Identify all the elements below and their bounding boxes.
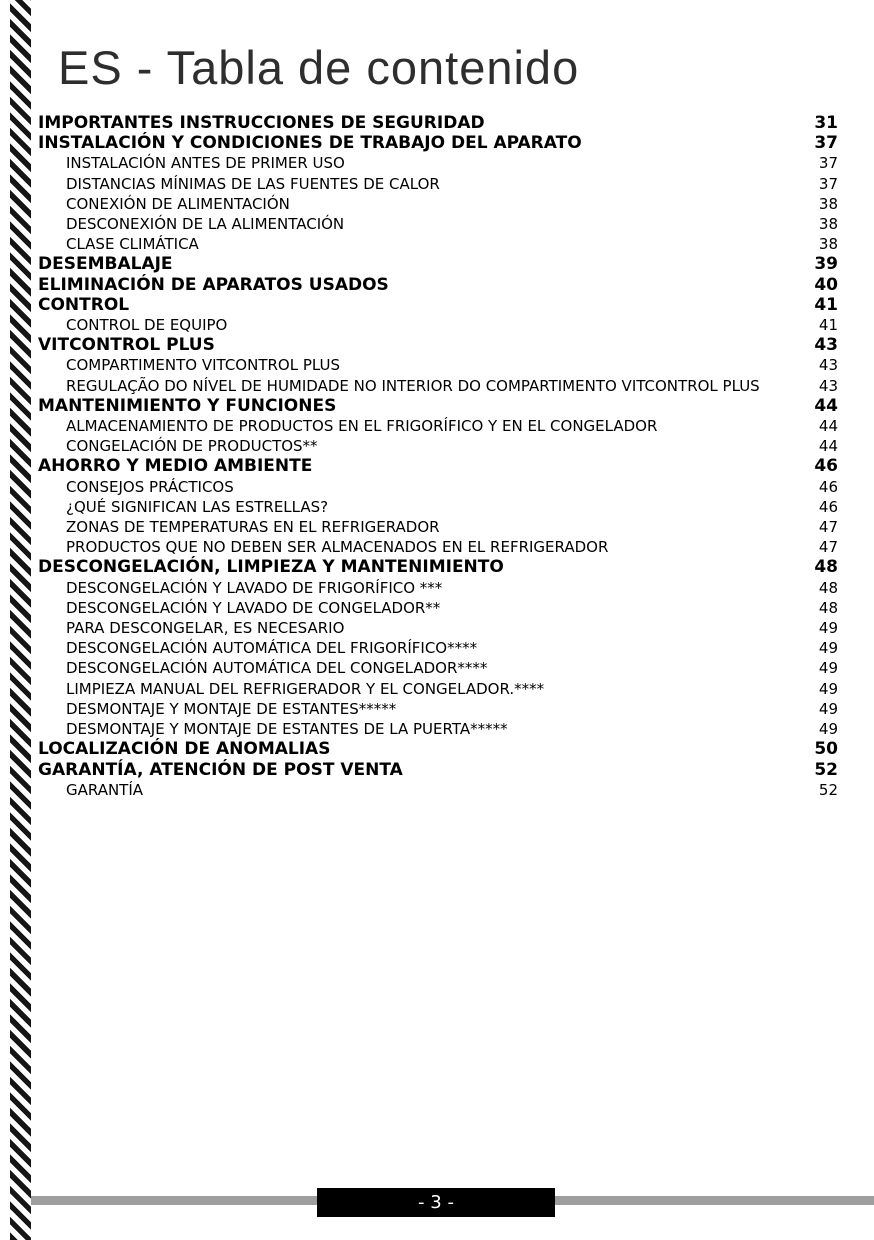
toc-entry-label: CONGELACIÓN DE PRODUCTOS**: [66, 437, 318, 456]
toc-entry-label: DESMONTAJE Y MONTAJE DE ESTANTES*****: [66, 699, 397, 718]
toc-entry-label: DISTANCIAS MÍNIMAS DE LAS FUENTES DE CALOR: [66, 174, 440, 193]
toc-entry: [38, 416, 838, 436]
toc-entry-label: VITCONTROL PLUS: [38, 335, 215, 356]
toc-entry-label: COMPARTIMENTO VITCONTROL PLUS: [66, 356, 341, 375]
toc-entry: [38, 315, 838, 335]
toc-entry: [38, 153, 838, 173]
toc-entry-page: 52: [818, 780, 838, 799]
toc-entry: [38, 658, 838, 678]
toc-entry-label: ¿QUÉ SIGNIFICAN LAS ESTRELLAS?: [66, 497, 329, 516]
toc-entry-label: CONTROL DE EQUIPO: [66, 316, 228, 335]
toc-entry-page: 49: [818, 639, 838, 658]
toc-entry-label: INSTALACIÓN Y CONDICIONES DE TRABAJO DEL APARATO: [38, 133, 582, 154]
toc-entry-label: PRODUCTOS QUE NO DEBEN SER ALMACENADOS EN EL REFRIGERADOR: [66, 538, 609, 557]
toc-entry-page: 50: [814, 739, 838, 760]
toc-entry: [38, 497, 838, 517]
toc-entry: [38, 133, 838, 153]
toc-entry: [38, 194, 838, 214]
toc-entry-page: 46: [818, 497, 838, 516]
toc-entry-page: 44: [818, 417, 838, 436]
page-number-badge: [317, 1188, 555, 1217]
toc-entry-page: 39: [814, 254, 838, 275]
toc-entry: [38, 739, 838, 759]
toc-entry-label: ELIMINACIÓN DE APARATOS USADOS: [38, 274, 389, 295]
toc-entry: [38, 557, 838, 577]
toc-entry-label: LOCALIZACIÓN DE ANOMALIAS: [38, 739, 331, 760]
page-number: - 3 -: [418, 1192, 454, 1213]
toc-entry-page: 44: [818, 437, 838, 456]
toc-entry-page: 43: [818, 376, 838, 395]
toc-entry: [38, 679, 838, 699]
toc-entry-label: LIMPIEZA MANUAL DEL REFRIGERADOR Y EL CONGELADOR.****: [66, 679, 545, 698]
toc-entry-page: 41: [818, 316, 838, 335]
toc-entry-label: DESMONTAJE Y MONTAJE DE ESTANTES DE LA PUERTA*****: [66, 720, 508, 739]
toc-entry-label: CONTROL: [38, 294, 130, 315]
toc-entry-page: 49: [818, 720, 838, 739]
toc-entry-label: CLASE CLIMÁTICA: [66, 235, 199, 254]
toc-entry: [38, 234, 838, 254]
toc-entry-page: 48: [818, 598, 838, 617]
toc-entry: [38, 396, 838, 416]
toc-entry-page: 38: [818, 194, 838, 213]
toc-entry: [38, 618, 838, 638]
toc-entry-label: GARANTÍA, ATENCIÓN DE POST VENTA: [38, 759, 403, 780]
toc-entry: [38, 275, 838, 295]
page-content: [38, 0, 838, 800]
toc-entry-page: 38: [818, 215, 838, 234]
toc-entry: [38, 355, 838, 375]
toc-entry-label: MANTENIMIENTO Y FUNCIONES: [38, 395, 337, 416]
toc-entry-label: CONEXIÓN DE ALIMENTACIÓN: [66, 194, 290, 213]
toc-entry-label: DESEMBALAJE: [38, 254, 173, 275]
toc-entry: [38, 578, 838, 598]
toc-entry-label: DESCONGELACIÓN AUTOMÁTICA DEL FRIGORÍFICO****: [66, 639, 478, 658]
toc-entry: [38, 760, 838, 780]
toc-entry-page: 40: [814, 274, 838, 295]
toc-entry-page: 41: [814, 294, 838, 315]
page-title: ES - Tabla de contenido: [58, 41, 580, 94]
toc-entry-label: ALMACENAMIENTO DE PRODUCTOS EN EL FRIGORÍFICO Y EN EL CONGELADOR: [66, 417, 658, 436]
toc-entry-label: GARANTÍA: [66, 780, 144, 799]
toc-entry-page: 43: [814, 335, 838, 356]
toc-entry: [38, 537, 838, 557]
toc-entry-page: 47: [818, 518, 838, 537]
toc-entry: [38, 436, 838, 456]
toc-entry-label: DESCONGELACIÓN, LIMPIEZA Y MANTENIMIENTO: [38, 557, 504, 578]
toc-entry-label: DESCONGELACIÓN Y LAVADO DE CONGELADOR**: [66, 598, 441, 617]
toc-entry-label: IMPORTANTES INSTRUCCIONES DE SEGURIDAD: [38, 113, 485, 133]
toc-entry: [38, 517, 838, 537]
toc-entry: [38, 477, 838, 497]
toc-entry-page: 37: [818, 174, 838, 193]
toc-entry: [38, 638, 838, 658]
toc-entry: [38, 113, 838, 133]
toc-entry-page: 47: [818, 538, 838, 557]
toc-entry: [38, 780, 838, 800]
toc-entry-label: DESCONGELACIÓN Y LAVADO DE FRIGORÍFICO ***: [66, 578, 443, 597]
toc-entry-label: ZONAS DE TEMPERATURAS EN EL REFRIGERADOR: [66, 518, 440, 537]
toc-entry: [38, 254, 838, 274]
toc-entry: [38, 335, 838, 355]
toc-entry: [38, 295, 838, 315]
toc-entry: [38, 376, 838, 396]
toc-entry-page: 31: [814, 113, 838, 133]
toc-entry-page: 38: [818, 235, 838, 254]
toc-entry-page: 49: [818, 619, 838, 638]
toc-entry: [38, 719, 838, 739]
toc-entry-label: DESCONGELACIÓN AUTOMÁTICA DEL CONGELADOR****: [66, 659, 488, 678]
toc-entry-page: 46: [818, 477, 838, 496]
toc-entry-page: 49: [818, 659, 838, 678]
toc-entry-page: 52: [814, 759, 838, 780]
toc-entry-page: 46: [814, 456, 838, 477]
diagonal-stripe-border: [10, 0, 31, 1240]
table-of-contents: [38, 113, 838, 800]
toc-entry-page: 44: [814, 395, 838, 416]
toc-entry-label: CONSEJOS PRÁCTICOS: [66, 477, 234, 496]
toc-entry-page: 37: [818, 154, 838, 173]
toc-entry-label: AHORRO Y MEDIO AMBIENTE: [38, 456, 313, 477]
toc-entry: [38, 174, 838, 194]
toc-entry-page: 49: [818, 699, 838, 718]
toc-entry-label: INSTALACIÓN ANTES DE PRIMER USO: [66, 154, 345, 173]
toc-entry: [38, 699, 838, 719]
toc-entry: [38, 456, 838, 476]
toc-entry-page: 37: [814, 133, 838, 154]
toc-entry-page: 48: [814, 557, 838, 578]
toc-entry-page: 43: [818, 356, 838, 375]
toc-entry-label: PARA DESCONGELAR, ES NECESARIO: [66, 619, 345, 638]
toc-entry: [38, 598, 838, 618]
toc-entry-label: DESCONEXIÓN DE LA ALIMENTACIÓN: [66, 215, 345, 234]
toc-entry-page: 48: [818, 578, 838, 597]
toc-entry-label: REGULAÇÃO DO NÍVEL DE HUMIDADE NO INTERIOR DO COMPARTIMENTO VITCONTROL PLUS: [66, 376, 760, 395]
toc-entry: [38, 214, 838, 234]
toc-entry-page: 49: [818, 679, 838, 698]
